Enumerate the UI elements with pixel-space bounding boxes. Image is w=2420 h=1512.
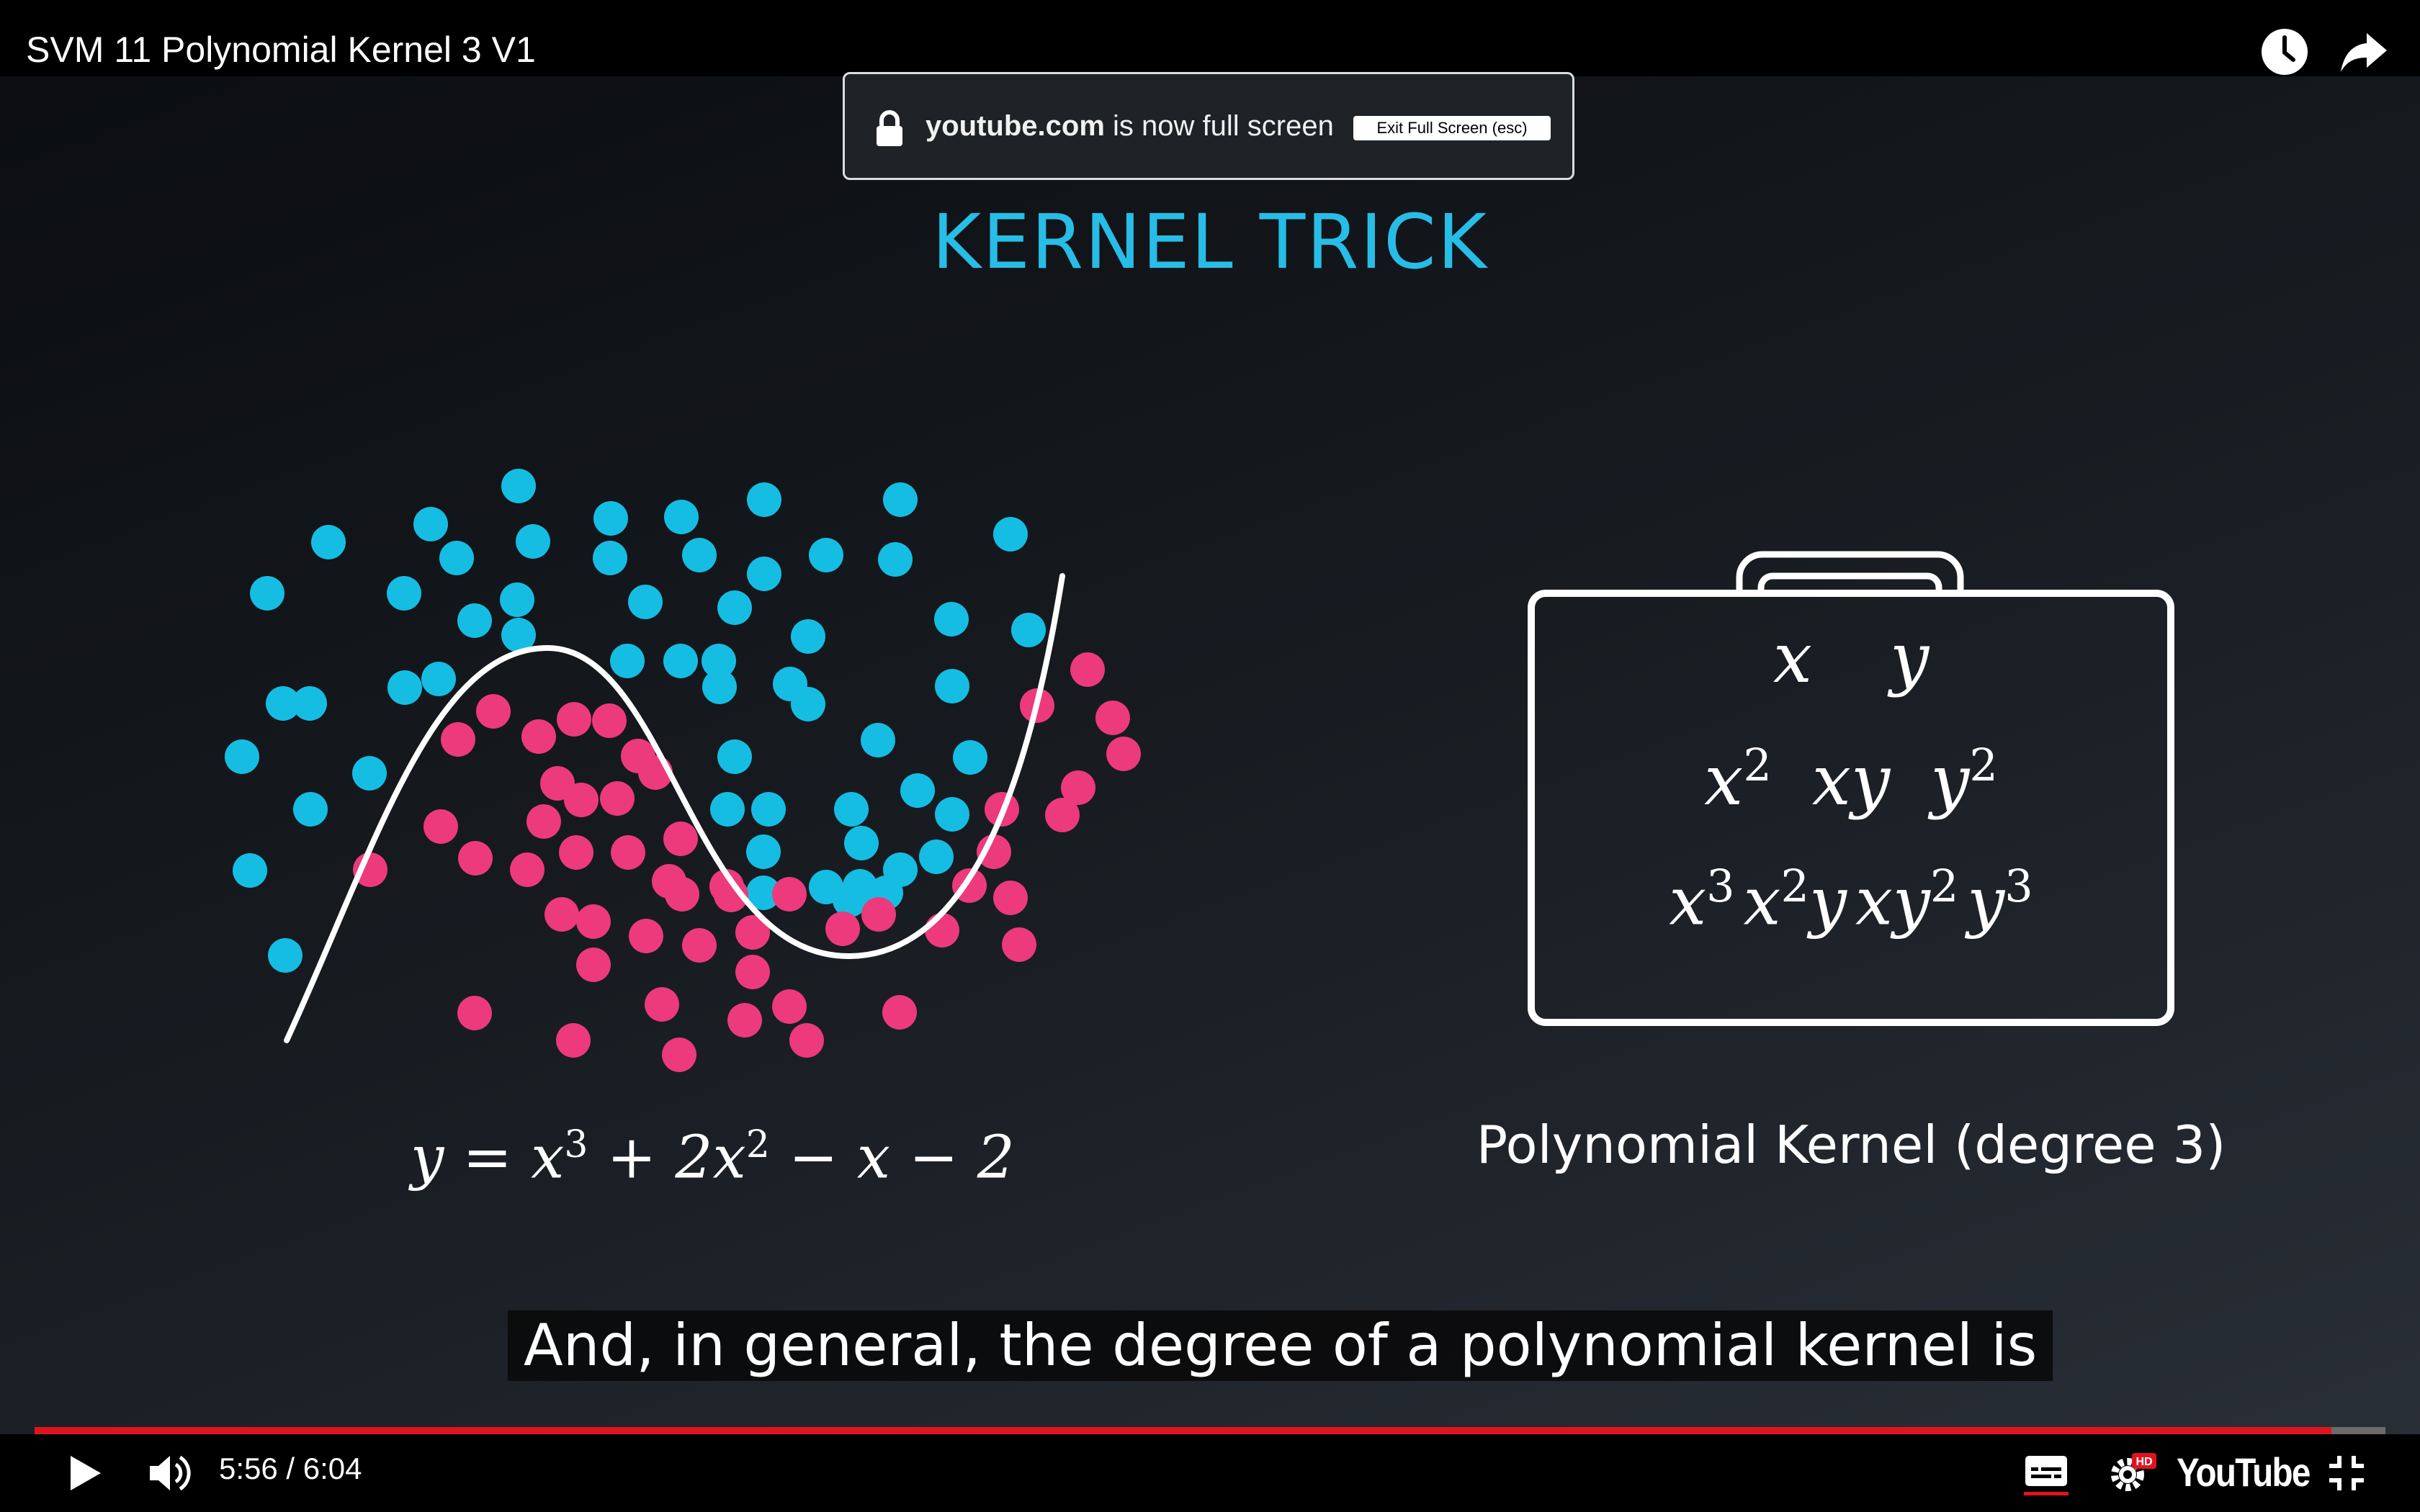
pink-point — [663, 822, 698, 856]
hd-badge: HD — [2136, 1456, 2153, 1468]
blue-point — [717, 739, 752, 774]
pink-point — [772, 877, 807, 912]
pink-point — [993, 881, 1028, 915]
blue-point — [1011, 613, 1046, 647]
exit-fullscreen-button[interactable]: Exit Full Screen (esc) — [1353, 116, 1551, 140]
captions-icon[interactable] — [2024, 1454, 2069, 1500]
pink-point — [576, 948, 611, 982]
curve-equation — [411, 1123, 1015, 1192]
blue-point — [900, 773, 935, 808]
blue-point — [702, 670, 737, 704]
eq-exp1: 3 — [564, 1123, 588, 1166]
pink-point — [544, 897, 579, 932]
blue-point — [610, 644, 645, 678]
pink-point — [727, 1003, 762, 1038]
pink-point — [1070, 652, 1105, 687]
pink-point — [1106, 737, 1141, 771]
pink-point — [662, 1038, 696, 1072]
pink-point — [441, 722, 475, 757]
pink-point — [861, 897, 896, 932]
blue-point — [439, 541, 474, 575]
blue-point — [457, 603, 492, 638]
term-y3: $y^3$ — [1967, 860, 2033, 940]
pink-point — [564, 783, 599, 817]
blue-point — [500, 582, 534, 617]
blue-point — [268, 938, 302, 973]
blue-point — [292, 686, 327, 721]
pink-point — [772, 989, 807, 1024]
blue-point — [861, 723, 895, 757]
blue-point — [878, 542, 913, 577]
blue-point — [919, 840, 954, 874]
blue-point — [387, 576, 421, 611]
blue-point — [953, 740, 987, 775]
blue-point — [516, 524, 550, 559]
pink-point — [825, 912, 860, 946]
video-title[interactable]: SVM 11 Polynomial Kernel 3 V1 — [26, 30, 536, 70]
eq-rhs: − x − 2 — [769, 1123, 1015, 1192]
term-x2: $x^2$ — [1704, 739, 1772, 821]
kernel-row-3 — [1520, 860, 2182, 940]
pink-point — [735, 955, 770, 989]
pink-point — [925, 913, 959, 948]
pink-point — [789, 1023, 824, 1058]
blue-point — [593, 501, 628, 536]
progress-played — [35, 1427, 2331, 1434]
youtube-logo[interactable]: YouTube — [2177, 1449, 2310, 1495]
term-xy2: $xy^2$ — [1855, 860, 1959, 940]
blue-point — [293, 792, 328, 827]
kernel-bag — [1520, 533, 2182, 1037]
blue-point — [663, 644, 698, 678]
blue-point — [791, 619, 825, 654]
pink-point — [1002, 927, 1036, 962]
pink-point — [592, 703, 627, 738]
eq-mid: + 2x — [588, 1123, 746, 1192]
blue-point — [747, 482, 781, 517]
blue-point — [311, 525, 346, 559]
pink-point — [629, 919, 663, 953]
blue-point — [844, 826, 879, 860]
pink-point — [556, 1023, 591, 1058]
pink-point — [682, 928, 717, 963]
pink-point — [424, 809, 458, 844]
pink-point — [1045, 798, 1080, 832]
blue-point — [993, 517, 1028, 552]
blue-point — [710, 792, 745, 827]
settings-gear-icon[interactable] — [2107, 1450, 2158, 1498]
blue-point — [935, 797, 969, 832]
blue-point — [628, 585, 663, 619]
pink-point — [526, 804, 561, 839]
time-display: 5:56 / 6:04 — [219, 1452, 362, 1485]
blue-point — [883, 482, 918, 517]
blue-point — [593, 541, 627, 575]
blue-point — [751, 792, 786, 827]
term-x2y: $x^2y$ — [1743, 860, 1847, 940]
term-x3: $x^3$ — [1669, 860, 1735, 940]
pink-point — [576, 904, 611, 939]
pink-point — [882, 995, 917, 1030]
blue-point — [352, 756, 387, 791]
eq-lhs: y = x — [411, 1123, 565, 1192]
kernel-row-1 — [1520, 618, 2182, 698]
volume-icon[interactable] — [147, 1452, 194, 1498]
pink-point — [611, 835, 645, 870]
pink-point — [510, 852, 544, 887]
pink-point — [458, 841, 493, 876]
blue-point — [421, 662, 456, 696]
blue-point — [225, 739, 259, 774]
pink-point — [652, 864, 686, 899]
blue-point — [809, 538, 843, 572]
pink-point — [476, 694, 511, 729]
blue-point — [935, 669, 969, 703]
play-icon[interactable] — [65, 1452, 105, 1498]
pink-point — [1095, 701, 1130, 735]
blue-point — [682, 538, 717, 572]
pink-point — [645, 987, 679, 1022]
player-controls — [0, 1434, 2420, 1512]
blue-point — [791, 687, 825, 721]
eq-exp2: 2 — [745, 1123, 770, 1166]
pink-point — [457, 996, 492, 1030]
pink-point — [600, 781, 635, 816]
blue-point — [934, 602, 969, 636]
term-y: y — [1889, 618, 1930, 698]
blue-point — [501, 469, 536, 503]
blue-point — [834, 792, 869, 827]
blue-point — [747, 557, 781, 591]
blue-point — [717, 590, 752, 625]
kernel-caption: Polynomial Kernel (degree 3) — [1476, 1115, 2226, 1175]
blue-point — [233, 853, 267, 888]
blue-point — [413, 507, 448, 541]
blue-point — [664, 500, 699, 534]
exit-fullscreen-icon[interactable] — [2326, 1453, 2367, 1497]
pink-point — [557, 702, 591, 737]
fullscreen-domain: youtube.com — [926, 110, 1105, 142]
slide-title: KERNEL TRICK — [932, 198, 1488, 286]
term-xy: xy — [1811, 740, 1891, 821]
term-y2: $y^2$ — [1930, 739, 1998, 821]
blue-point — [250, 576, 284, 611]
blue-point — [387, 670, 422, 705]
pink-point — [559, 835, 593, 870]
progress-bar[interactable] — [35, 1427, 2385, 1434]
pink-point — [521, 719, 556, 754]
blue-point — [746, 834, 781, 869]
caption-text: And, in general, the degree of a polynomial kernel is — [508, 1310, 2053, 1381]
kernel-row-2 — [1520, 739, 2182, 821]
fullscreen-message-text: is now full screen — [1104, 110, 1334, 142]
term-x: x — [1773, 618, 1812, 698]
